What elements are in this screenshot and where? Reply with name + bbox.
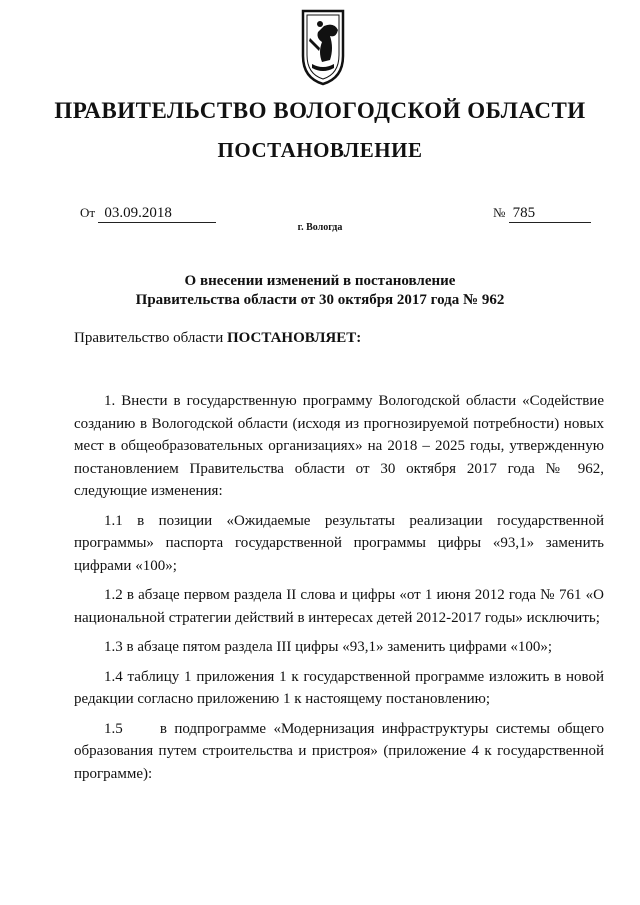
- date-prefix: От: [80, 205, 96, 220]
- preamble-resolves: ПОСТАНОВЛЯЕТ:: [226, 330, 362, 346]
- government-title: ПРАВИТЕЛЬСТВО ВОЛОГОДСКОЙ ОБЛАСТИ: [54, 98, 586, 123]
- paragraph-1-1: 1.1 в позиции «Ожидаемые результаты реализации государственной программы» паспорта государственной программы цифры «93,1» заменить цифрами «100»;: [74, 512, 604, 574]
- document-subject: [0, 272, 640, 310]
- subject-line-1: О внесении изменений в постановление: [184, 273, 456, 289]
- city-label: г. Вологда: [297, 222, 343, 233]
- number-value: 785: [509, 205, 591, 223]
- subject-line-2: Правительства области от 30 октября 2017 года № 962: [135, 292, 505, 308]
- paragraph-1: 1. Внести в государственную программу Вологодской области «Содействие созданию в Вологодской области (исходя из прогнозируемой потребности) новых мест в общеобразовательных организациях» на 2018 – 2025 годы, утвержденную постановлением Правительства области от 30 октября 2017 года № 962, следующие изменения:: [74, 393, 604, 499]
- document-number: [493, 205, 591, 223]
- number-prefix: №: [493, 205, 506, 220]
- date-value: 03.09.2018: [98, 205, 216, 223]
- paragraph-1-5: 1.5 в подпрограмме «Модернизация инфраструктуры системы общего образования путем строительства и пристроя» (приложение 4 к государственной программе):: [74, 720, 608, 782]
- document-type: ПОСТАНОВЛЕНИЕ: [217, 138, 423, 162]
- preamble: [74, 330, 361, 347]
- paragraph-1-2: 1.2 в абзаце первом раздела II слова и цифры «от 1 июня 2012 года № 761 «О национальной стратегии действий в интересах детей 2012-2017 годы» исключить;: [74, 587, 604, 626]
- document-body: [74, 390, 608, 792]
- paragraph-1-4: 1.4 таблицу 1 приложения 1 к государственной программе изложить в новой редакции согласно приложению 1 к настоящему постановлению;: [74, 668, 604, 707]
- paragraph-1-3: 1.3 в абзаце пятом раздела III цифры «93,1» заменить цифрами «100»;: [104, 639, 553, 655]
- vologda-coat-of-arms-icon: [300, 8, 346, 86]
- document-date: [80, 205, 216, 223]
- preamble-text: Правительство области: [74, 330, 227, 346]
